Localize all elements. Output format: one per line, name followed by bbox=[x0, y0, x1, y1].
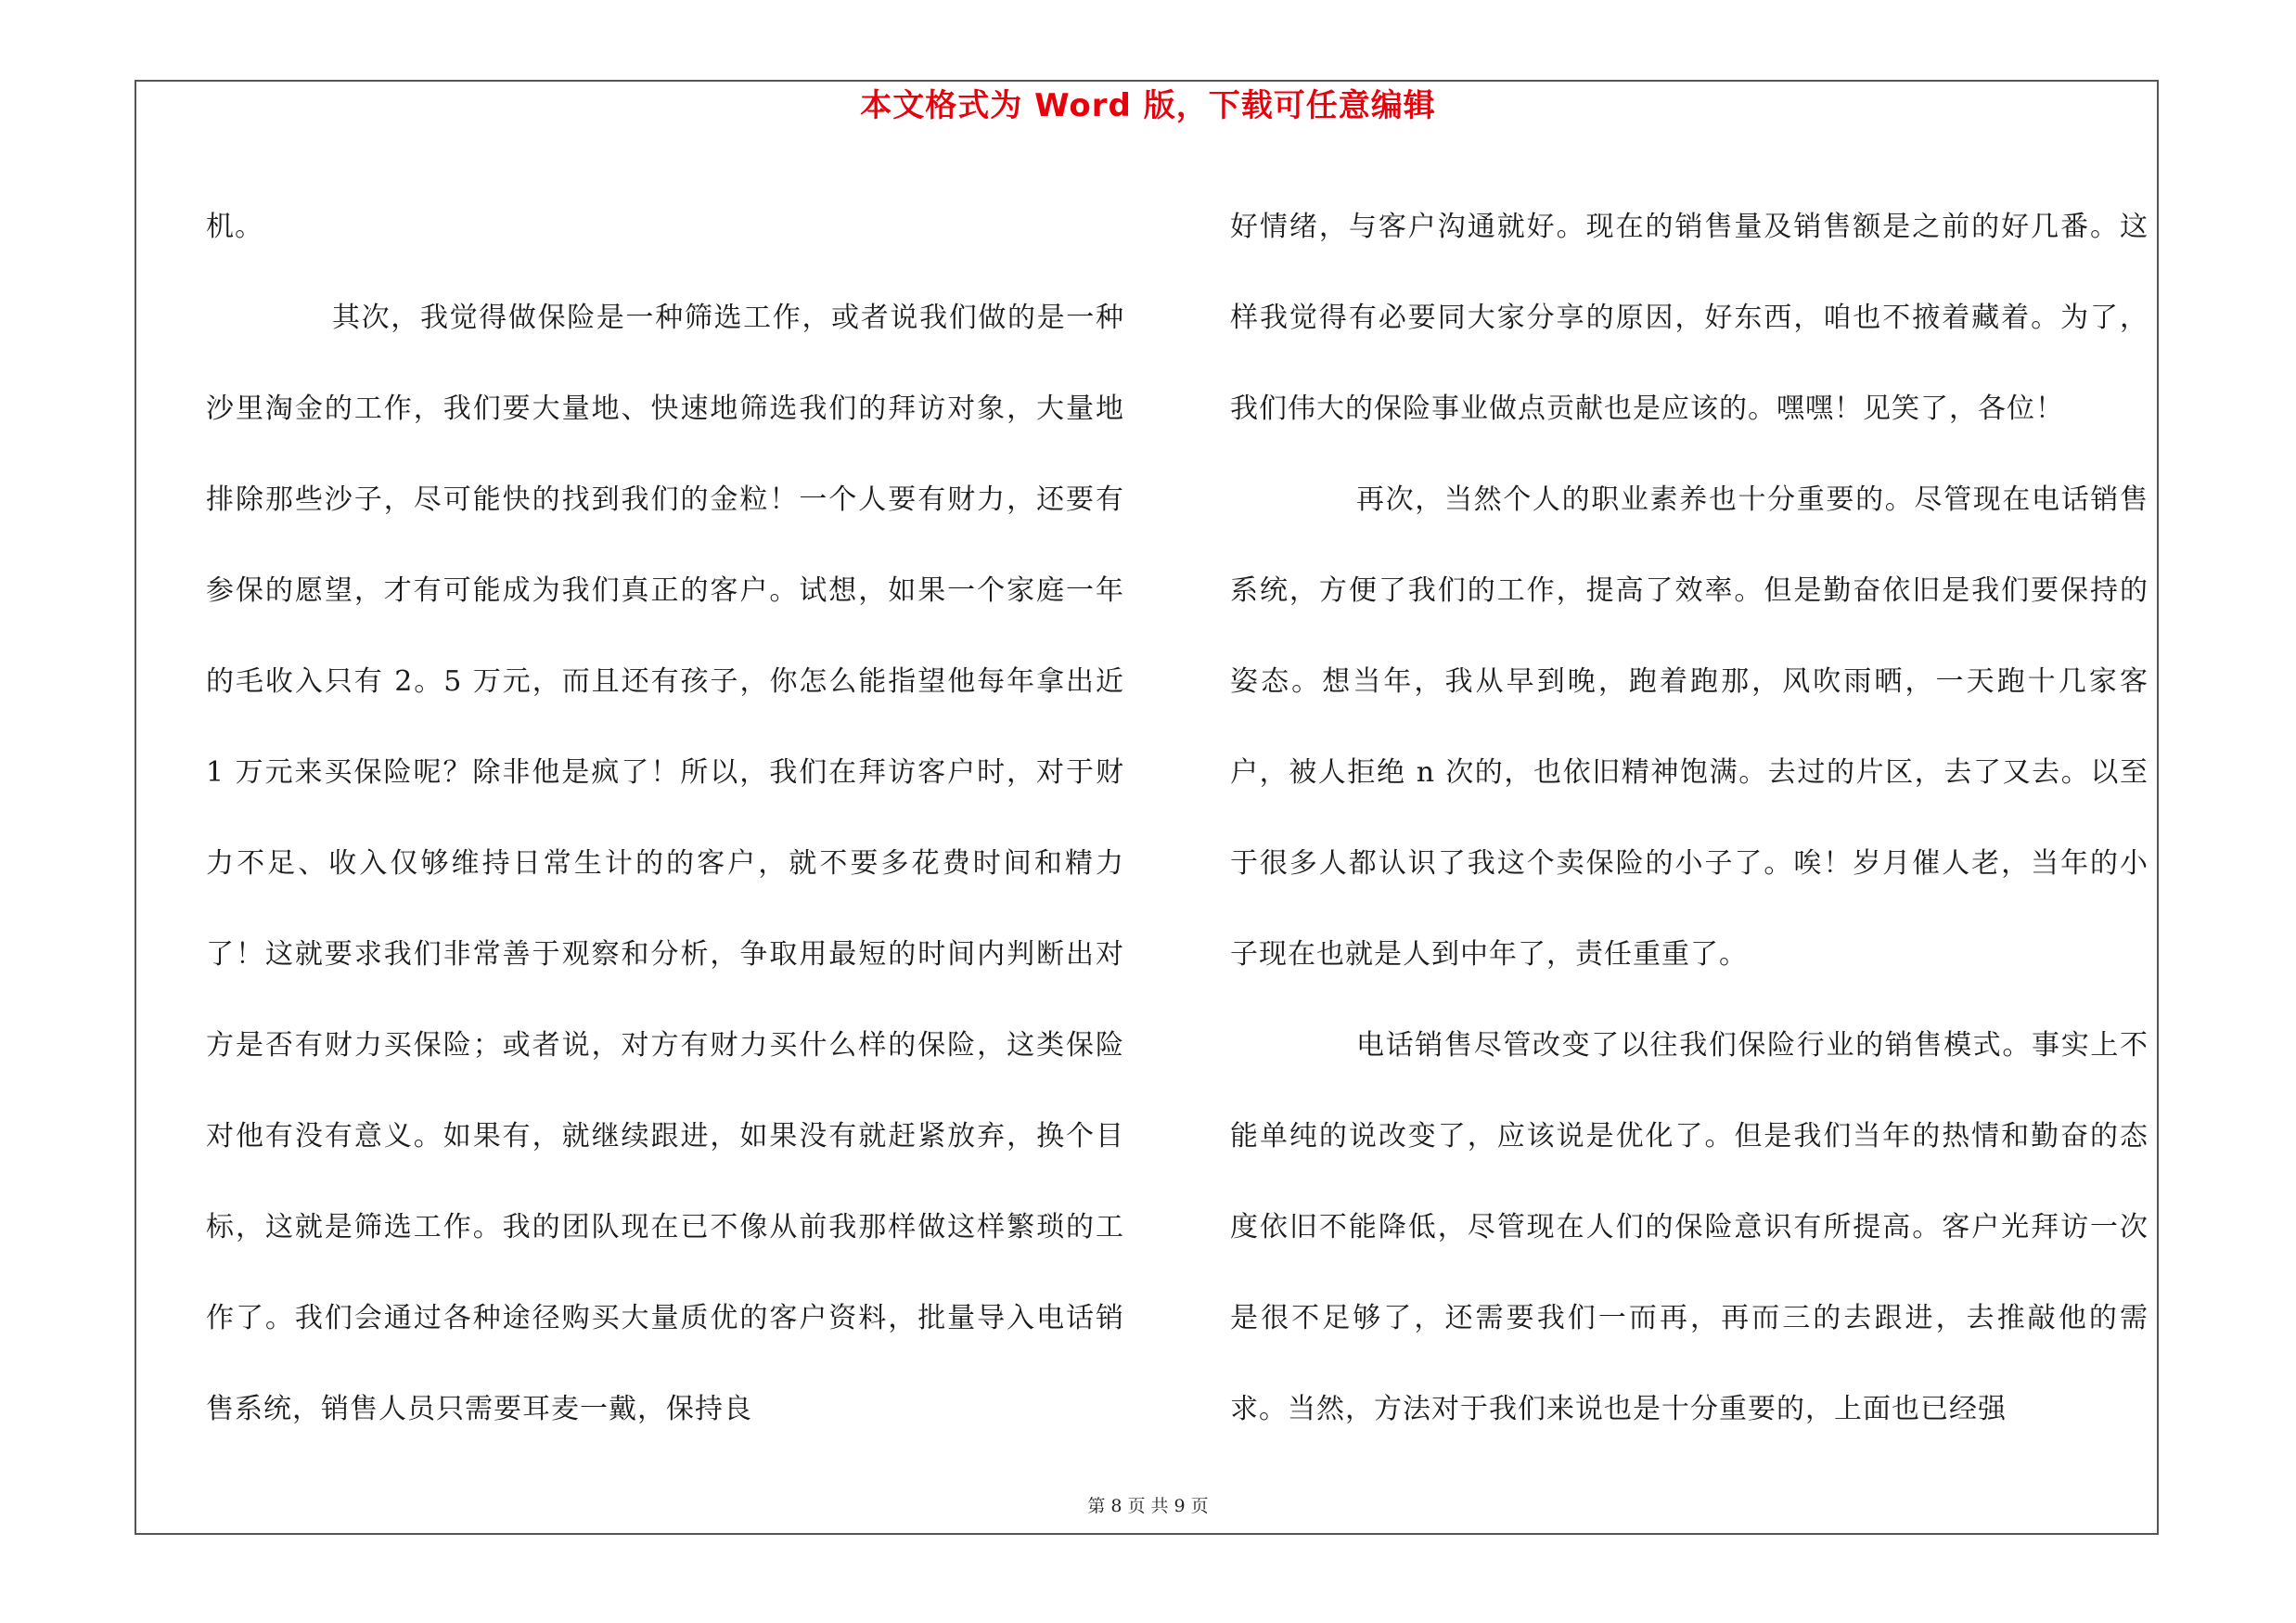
right-column bbox=[1230, 182, 2148, 1455]
word-format-banner: 本文格式为 Word 版，下载可任意编辑 bbox=[860, 87, 1436, 124]
right-paragraph-1: 好情绪，与客户沟通就好。现在的销售量及销售额是之前的好几番。这样我觉得有必要同大家分享的原因，好东西，咱也不掖着藏着。为了，我们伟大的保险事业做点贡献也是应该的。嘿嘿！见笑了，各位！ bbox=[1230, 211, 2148, 425]
page-number-footer: 第 8 页 共 9 页 bbox=[1087, 1496, 1209, 1516]
right-paragraph-2: 再次，当然个人的职业素养也十分重要的。尽管现在电话销售系统，方便了我们的工作，提高了效率。但是勤奋依旧是我们要保持的姿态。想当年，我从早到晚，跑着跑那，风吹雨晒，一天跑十几家客户，被人拒绝 n 次的，也依旧精神饱满。去过的片区，去了又去。以至于很多人都认识了我这个卖保险的小子了。唉！岁月催人老，当年的小子现在也就是人到中年了，责任重重了。 bbox=[1230, 483, 2148, 971]
left-paragraph-2: 其次，我觉得做保险是一种筛选工作，或者说我们做的是一种沙里淘金的工作，我们要大量地、快速地筛选我们的拜访对象，大量地排除那些沙子，尽可能快的找到我们的金粒！一个人要有财力，还要有参保的愿望，才有可能成为我们真正的客户。试想，如果一个家庭一年的毛收入只有 2。5 万元，而且还有孩子，你怎么能指望他每年拿出近 1 万元来买保险呢？除非他是疯了！所以，我们在拜访客户时，对于财力不足、收入仅够维持日常生计的的客户，就不要多花费时间和精力了！这就要求我们非常善于观察和分析，争取用最短的时间内判断出对方是否有财力买保险；或者说，对方有财力买什么样的保险，这类保险对他有没有意义。如果有，就继续跟进，如果没有就赶紧放弃，换个目标，这就是筛选工作。我的团队现在已不像从前我那样做这样繁琐的工作了。我们会通过各种途径购买大量质优的客户资料，批量导入电话销售系统，销售人员只需要耳麦一戴，保持良 bbox=[206, 302, 1124, 1425]
right-paragraph-3: 电话销售尽管改变了以往我们保险行业的销售模式。事实上不能单纯的说改变了，应该说是优化了。但是我们当年的热情和勤奋的态度依旧不能降低，尽管现在人们的保险意识有所提高。客户光拜访一次是很不足够了，还需要我们一而再，再而三的去跟进，去推敲他的需求。当然，方法对于我们来说也是十分重要的，上面也已经强 bbox=[1230, 1029, 2148, 1425]
left-paragraph-1: 机。 bbox=[206, 211, 263, 243]
left-column bbox=[206, 182, 1124, 1455]
